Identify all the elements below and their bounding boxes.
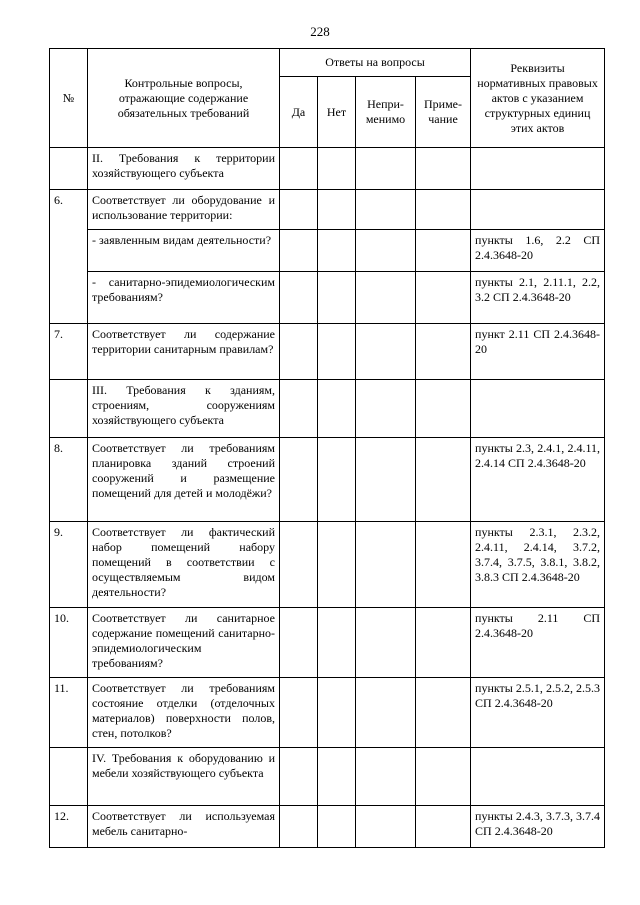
question-text: Соответствует ли оборудование и использование территории: [88, 190, 280, 230]
checklist-table [49, 48, 605, 848]
requisites-text: пункты 2.4.3, 3.7.3, 3.7.4 СП 2.4.3648-20 [471, 806, 605, 848]
question-subitem: - заявленным видам деятельности? [88, 230, 280, 272]
row-number: 11. [50, 678, 88, 748]
requisites-text: пункты 2.3.1, 2.3.2, 2.4.11, 2.4.14, 3.7.2, 3.7.4, 3.7.5, 3.8.1, 3.8.2, 3.8.3 СП 2.4.3648-20 [471, 522, 605, 608]
header-not-applicable: Непри-менимо [356, 77, 416, 148]
question-text: Соответствует ли содержание территории санитарным правилам? [88, 324, 280, 380]
table-row [50, 324, 605, 380]
section-row [50, 148, 605, 190]
answer-no-cell[interactable] [318, 230, 356, 272]
answer-na-cell[interactable] [356, 522, 416, 608]
answer-note-cell[interactable] [416, 522, 471, 608]
answer-no-cell[interactable] [318, 806, 356, 848]
answer-note-cell[interactable] [416, 324, 471, 380]
row-number: 9. [50, 522, 88, 608]
answer-yes-cell[interactable] [280, 230, 318, 272]
section-title-2: II. Требования к территории хозяйствующего субъекта [88, 148, 280, 190]
answer-yes-cell[interactable] [280, 806, 318, 848]
table-row [50, 438, 605, 522]
requisites-text: пункты 2.11 СП 2.4.3648-20 [471, 608, 605, 678]
answer-na-cell[interactable] [356, 438, 416, 522]
section-row [50, 748, 605, 806]
answer-na-cell[interactable] [356, 806, 416, 848]
answer-note-cell[interactable] [416, 678, 471, 748]
section-title-4: IV. Требования к оборудованию и мебели хозяйствующего субъекта [88, 748, 280, 806]
requisites-text: пункт 2.11 СП 2.4.3648-20 [471, 324, 605, 380]
table-row [50, 522, 605, 608]
answer-na-cell[interactable] [356, 608, 416, 678]
section-title-3: III. Требования к зданиям, строениям, сооружениям хозяйствующего субъекта [88, 380, 280, 438]
answer-no-cell[interactable] [318, 522, 356, 608]
question-text: Соответствует ли используемая мебель санитарно- [88, 806, 280, 848]
requisites-text: пункты 2.3, 2.4.1, 2.4.11, 2.4.14 СП 2.4.3648-20 [471, 438, 605, 522]
section-row [50, 380, 605, 438]
question-text: Соответствует ли санитарное содержание помещений санитарно-эпидемиологическим требованиям? [88, 608, 280, 678]
requisites-text: пункты 2.5.1, 2.5.2, 2.5.3 СП 2.4.3648-20 [471, 678, 605, 748]
table-row [50, 230, 605, 272]
answer-no-cell[interactable] [318, 608, 356, 678]
header-answers: Ответы на вопросы [280, 49, 471, 77]
question-text: Соответствует ли требованиям состояние отделки (отделочных материалов) поверхности полов, стен, потолков? [88, 678, 280, 748]
row-number: 12. [50, 806, 88, 848]
answer-yes-cell[interactable] [280, 678, 318, 748]
header-question: Контрольные вопросы, отражающие содержание обязательных требований [88, 49, 280, 148]
answer-note-cell[interactable] [416, 190, 471, 230]
answer-note-cell[interactable] [416, 272, 471, 324]
question-text: Соответствует ли фактический набор помещений набору помещений в соответствии с осуществляемым видом деятельности? [88, 522, 280, 608]
row-number: 7. [50, 324, 88, 380]
answer-na-cell[interactable] [356, 230, 416, 272]
question-subitem: - санитарно-эпидемиологическим требованиям? [88, 272, 280, 324]
table-row [50, 608, 605, 678]
answer-yes-cell[interactable] [280, 438, 318, 522]
answer-no-cell[interactable] [318, 272, 356, 324]
row-number: 6. [50, 190, 88, 324]
answer-yes-cell[interactable] [280, 272, 318, 324]
answer-yes-cell[interactable] [280, 190, 318, 230]
answer-na-cell[interactable] [356, 272, 416, 324]
answer-no-cell[interactable] [318, 324, 356, 380]
answer-note-cell[interactable] [416, 230, 471, 272]
header-no: № [50, 49, 88, 148]
table-row [50, 806, 605, 848]
answer-na-cell[interactable] [356, 190, 416, 230]
answer-note-cell[interactable] [416, 438, 471, 522]
requisites-text: пункты 2.1, 2.11.1, 2.2, 3.2 СП 2.4.3648-20 [471, 272, 605, 324]
header-note: Приме-чание [416, 77, 471, 148]
header-yes: Да [280, 77, 318, 148]
header-no-answer: Нет [318, 77, 356, 148]
answer-no-cell[interactable] [318, 438, 356, 522]
answer-na-cell[interactable] [356, 324, 416, 380]
table-row [50, 190, 605, 230]
table-row [50, 272, 605, 324]
question-text: Соответствует ли требованиям планировка зданий строений сооружений и размещение помещений для детей и молодёжи? [88, 438, 280, 522]
answer-yes-cell[interactable] [280, 522, 318, 608]
answer-yes-cell[interactable] [280, 608, 318, 678]
page-number: 228 [310, 24, 330, 39]
answer-no-cell[interactable] [318, 190, 356, 230]
answer-no-cell[interactable] [318, 678, 356, 748]
answer-note-cell[interactable] [416, 806, 471, 848]
answer-yes-cell[interactable] [280, 324, 318, 380]
row-number: 8. [50, 438, 88, 522]
requisites-text: пункты 1.6, 2.2 СП 2.4.3648-20 [471, 230, 605, 272]
table-row [50, 678, 605, 748]
answer-note-cell[interactable] [416, 608, 471, 678]
row-number: 10. [50, 608, 88, 678]
header-requisites: Реквизиты нормативных правовых актов с указанием структурных единиц этих актов [471, 49, 605, 148]
answer-na-cell[interactable] [356, 678, 416, 748]
